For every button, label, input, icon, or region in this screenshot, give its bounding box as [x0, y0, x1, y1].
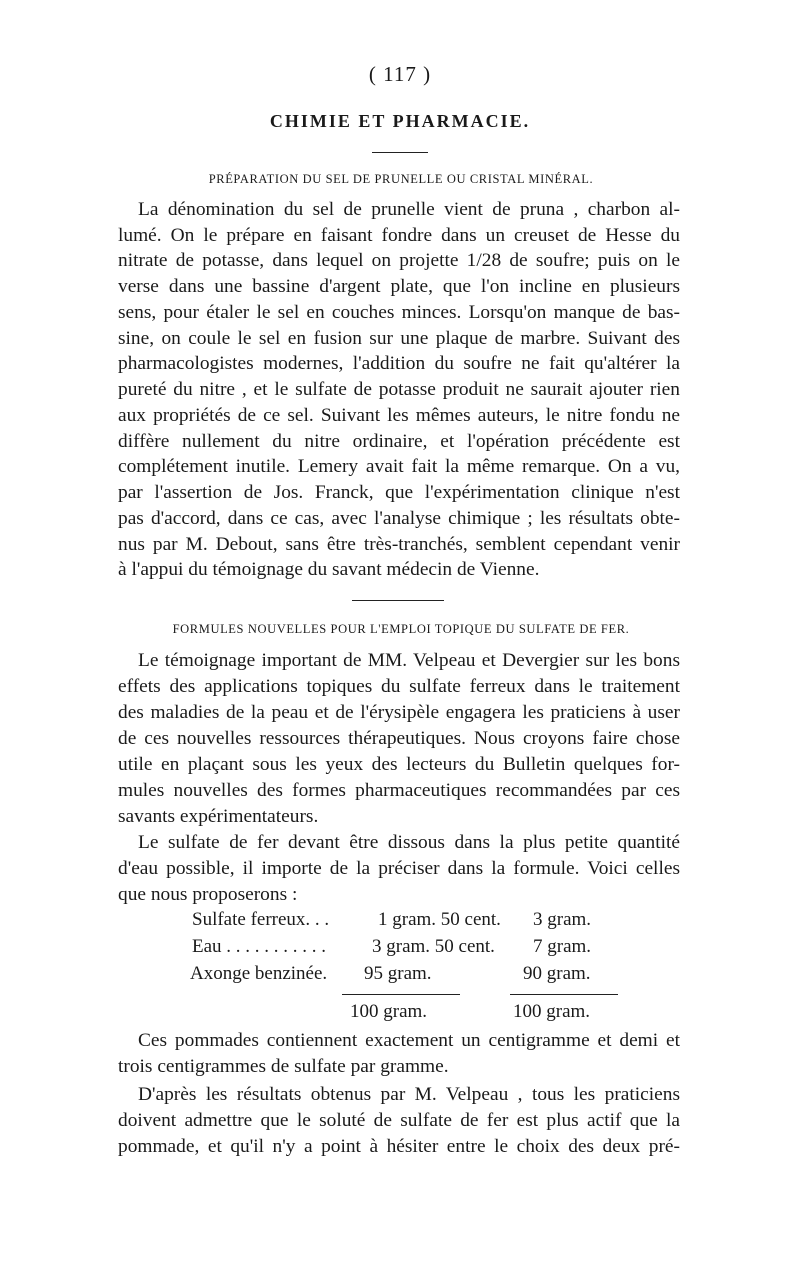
formula-ingredient: Sulfate ferreux. . .	[192, 909, 330, 930]
page-number: ( 117 )	[368, 62, 432, 86]
paragraph-line: complétement inutile. Lemery avait fait la même remarque. On a vu,	[118, 456, 680, 477]
article-title: PRÉPARATION DU SEL DE PRUNELLE OU CRISTAL MINÉRAL.	[208, 172, 594, 186]
paragraph-line: sine, on coule le sel en fusion sur une plaque de marbre. Suivant des	[118, 328, 680, 349]
paragraph-line: doivent admettre que le soluté de sulfate de fer est plus actif que la	[118, 1110, 680, 1131]
total-rule	[342, 994, 460, 995]
formula-quantity-2: 7 gram.	[533, 936, 592, 957]
paragraph-line: effets des applications topiques du sulfate ferreux dans le traitement	[118, 676, 680, 697]
paragraph-line: de ces nouvelles ressources thérapeutiques. Nous croyons faire chose	[118, 728, 680, 749]
formula-total-2: 100 gram.	[513, 1001, 591, 1022]
paragraph-line: sens, pour étaler le sel en couches minces. Lorsqu'on manque de bas-	[118, 302, 680, 323]
paragraph-line: verse dans une bassine d'argent plate, que l'on incline en plusieurs	[118, 276, 680, 297]
title-divider	[372, 152, 428, 153]
paragraph-line: mules nouvelles des formes pharmaceutiques recommandées par ces	[118, 780, 680, 801]
paragraph-line: lumé. On le prépare en faisant fondre dans un creuset de Hesse du	[118, 225, 680, 246]
paragraph-line: par l'assertion de Jos. Franck, que l'expérimentation clinique n'est	[118, 482, 680, 503]
paragraph-line: Le sulfate de fer devant être dissous dans la plus petite quantité	[138, 832, 680, 853]
formula-ingredient: Axonge benzinée.	[190, 963, 328, 984]
formula-quantity-1: 1 gram. 50 cent.	[378, 909, 501, 930]
paragraph-line: nus par M. Debout, sans être très-tranchés, semblent cependant venir	[118, 534, 680, 555]
paragraph-line: nitrate de potasse, dans lequel on projette 1/28 de soufre; puis on le	[118, 250, 680, 271]
formula-quantity-2: 3 gram.	[533, 909, 592, 930]
article-title: FORMULES NOUVELLES POUR L'EMPLOI TOPIQUE DU SULFATE DE FER.	[172, 622, 630, 636]
paragraph-line: savants expérimentateurs.	[118, 806, 319, 827]
paragraph-line: D'après les résultats obtenus par M. Velpeau , tous les praticiens	[138, 1084, 680, 1105]
paragraph-line: utile en plaçant sous les yeux des lecteurs du Bulletin quelques for-	[118, 754, 680, 775]
paragraph-line: pharmacologistes modernes, l'addition du soufre ne fait qu'altérer la	[118, 353, 680, 374]
formula-quantity-2: 90 gram.	[523, 963, 591, 984]
paragraph-line: à l'appui du témoignage du savant médecin de Vienne.	[118, 559, 540, 580]
paragraph-line: diffère nullement du nitre ordinaire, et l'opération précédente est	[118, 431, 680, 452]
paragraph-line: pommade, et qu'il n'y a point à hésiter entre le choix des deux pré-	[118, 1136, 680, 1157]
formula-total-1: 100 gram.	[350, 1001, 428, 1022]
paragraph-line: pas d'accord, dans ce cas, avec l'analyse chimique ; les résultats obte-	[118, 508, 680, 529]
formula-quantity-1: 95 gram.	[364, 963, 432, 984]
paragraph-line: Ces pommades contiennent exactement un centigramme et demi et	[138, 1030, 680, 1051]
paragraph-line: pureté du nitre , et le sulfate de potasse produit ne saurait ajouter rien	[118, 379, 680, 400]
paragraph-line: des maladies de la peau et de l'érysipèle engagera les praticiens à user	[118, 702, 680, 723]
paragraph-line: trois centigrammes de sulfate par gramme.	[118, 1056, 449, 1077]
paragraph-line: d'eau possible, il importe de la préciser dans la formule. Voici celles	[118, 858, 680, 879]
section-divider	[352, 600, 444, 601]
paragraph-line: Le témoignage important de MM. Velpeau et Devergier sur les bons	[138, 650, 680, 671]
paragraph-line: aux propriétés de ce sel. Suivant les mêmes auteurs, le nitre fondu ne	[118, 405, 680, 426]
paragraph-line: La dénomination du sel de prunelle vient de pruna , charbon al-	[138, 199, 680, 220]
formula-ingredient: Eau . . . . . . . . . . .	[192, 936, 327, 957]
formula-quantity-1: 3 gram. 50 cent.	[372, 936, 495, 957]
paragraph-line: que nous proposerons :	[118, 884, 298, 905]
section-title: CHIMIE ET PHARMACIE.	[269, 111, 531, 131]
total-rule	[510, 994, 618, 995]
